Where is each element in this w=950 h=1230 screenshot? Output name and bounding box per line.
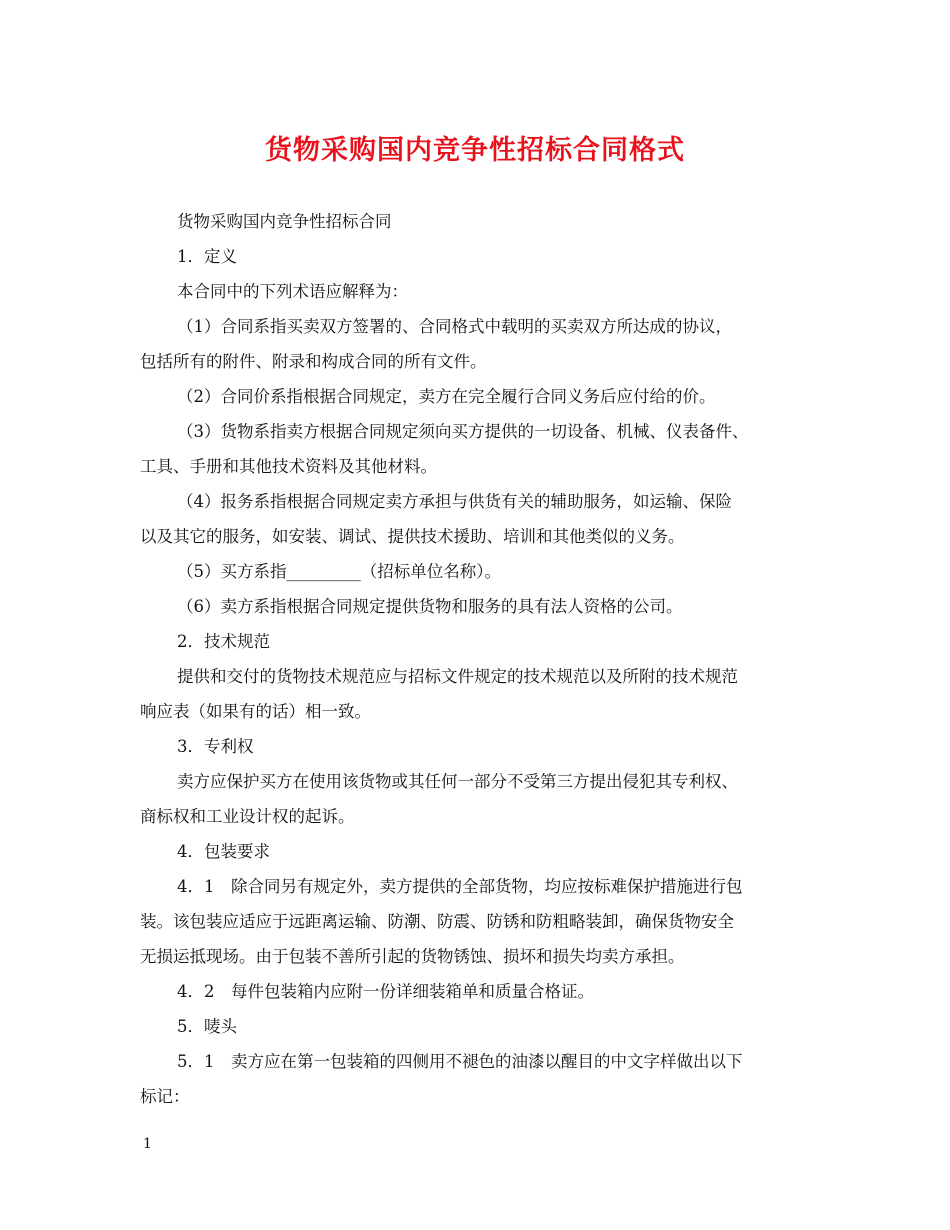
paragraph-continuation: 商标权和工业设计权的起诉。 <box>140 807 355 826</box>
page-number: 1 <box>143 1136 152 1152</box>
paragraph-continuation: 响应表（如果有的话）相一致。 <box>140 702 371 721</box>
paragraph: （1）合同系指买卖双方签署的、合同格式中载明的买卖双方所达成的协议， <box>177 317 732 336</box>
section-heading: 3．专利权 <box>177 737 254 756</box>
paragraph-continuation: 包括所有的附件、附录和构成合同的所有文件。 <box>140 352 487 371</box>
paragraph-continuation: 以及其它的服务，如安装、调试、提供技术援助、培训和其他类似的义务。 <box>140 527 685 546</box>
paragraph: 提供和交付的货物技术规范应与招标文件规定的技术规范以及所附的技术规范 <box>177 667 738 686</box>
document-title: 货物采购国内竞争性招标合同格式 <box>265 135 685 166</box>
paragraph: （3）货物系指卖方根据合同规定须向买方提供的一切设备、机械、仪表备件、 <box>177 422 749 441</box>
paragraph: 卖方应保护买方在使用该货物或其任何一部分不受第三方提出侵犯其专利权、 <box>177 772 738 791</box>
section-heading: 2．技术规范 <box>177 632 270 651</box>
paragraph-continuation: 标记： <box>140 1087 190 1106</box>
paragraph-continuation: 工具、手册和其他技术资料及其他材料。 <box>140 457 437 476</box>
document-body <box>140 204 825 1114</box>
paragraph: （4）报务系指根据合同规定卖方承担与供货有关的辅助服务，如运输、保险 <box>177 492 732 511</box>
paragraph: （6）卖方系指根据合同规定提供货物和服务的具有法人资格的公司。 <box>177 597 683 616</box>
section-heading: 1．定义 <box>177 247 237 266</box>
paragraph: 货物采购国内竞争性招标合同 <box>177 212 392 231</box>
section-heading: 4．包装要求 <box>177 842 270 861</box>
paragraph: 4．1 除合同另有规定外，卖方提供的全部货物，均应按标难保护措施进行包 <box>177 877 743 896</box>
section-heading: 5．唛头 <box>177 1017 237 1036</box>
paragraph: 本合同中的下列术语应解释为： <box>177 282 408 301</box>
paragraph: 5．1 卖方应在第一包装箱的四侧用不褪色的油漆以醒目的中文字样做出以下 <box>177 1052 743 1071</box>
paragraph-continuation: 无损运抵现场。由于包装不善所引起的货物锈蚀、损坏和损失均卖方承担。 <box>140 947 685 966</box>
paragraph: 4．2 每件包装箱内应附一份详细装箱单和质量合格证。 <box>177 982 594 1001</box>
paragraph-continuation: 装。该包装应适应于远距离运输、防潮、防震、防锈和防粗略装卸，确保货物安全 <box>140 912 734 931</box>
paragraph: （2）合同价系指根据合同规定，卖方在完全履行合同义务后应付给的价。 <box>177 387 716 406</box>
paragraph: （5）买方系指_________（招标单位名称）。 <box>177 562 501 581</box>
